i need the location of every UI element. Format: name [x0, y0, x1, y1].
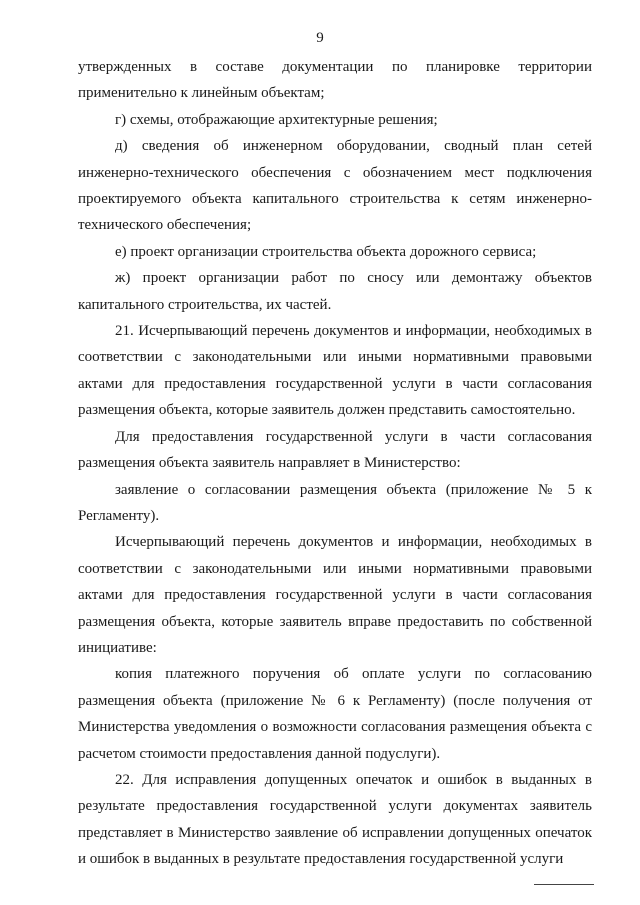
paragraph-application: Для предоставления государственной услуги в части согласования размещения объекта заявитель направляет в Министерство: [78, 428, 592, 472]
clause-21: 21. Исчерпывающий перечень документов и информации, необходимых в соответствии с законодательными или иными нормативными правовыми актами для предоставления государственной услуги в части согласования размещения объекта, которые заявитель должен представить самостоятельно. [78, 323, 592, 419]
list-item-g: г) схемы, отображающие архитектурные решения; [115, 111, 438, 128]
paragraph-payment-copy: копия платежного поручения об оплате услуги по согласованию размещения объекта (приложение № 6 к Регламенту) (после получения от Министерства уведомления о возможности согласования размещения объекта с расчетом стоимости предоставления данной подуслуги). [78, 666, 592, 762]
page-number: 9 [316, 30, 324, 46]
list-item-d: д) сведения об инженерном оборудовании, сводный план сетей инженерно-технического обеспечения с обозначением мест подключения проектируемого объекта капитального строительства к сетям инженерно-технического обеспечения; [78, 138, 592, 234]
paragraph-continuation: утвержденных в составе документации по планировке территории применительно к линейным объектам; [78, 59, 592, 102]
paragraph-optional-docs: Исчерпывающий перечень документов и информации, необходимых в соответствии с законодательными или иными нормативными правовыми актами для предоставления государственной услуги в части согласования размещения объекта, которые заявитель вправе предоставить по собственной инициативе: [78, 534, 592, 656]
clause-22: 22. Для исправления допущенных опечаток и ошибок в выданных в результате предоставления государственной услуги документах заявитель представляет в Министерство заявление об исправлении допущенных опечаток и ошибок в выданных в результате предоставления государственной услуги [78, 771, 592, 868]
document-body [78, 54, 592, 873]
paragraph-statement: заявление о согласовании размещения объекта (приложение № 5 к Регламенту). [78, 481, 592, 524]
list-item-zh: ж) проект организации работ по сносу или демонтажу объектов капитального строительства, их частей. [78, 270, 592, 313]
footer-rule [534, 884, 594, 885]
list-item-e: е) проект организации строительства объекта дорожного сервиса; [115, 243, 537, 260]
